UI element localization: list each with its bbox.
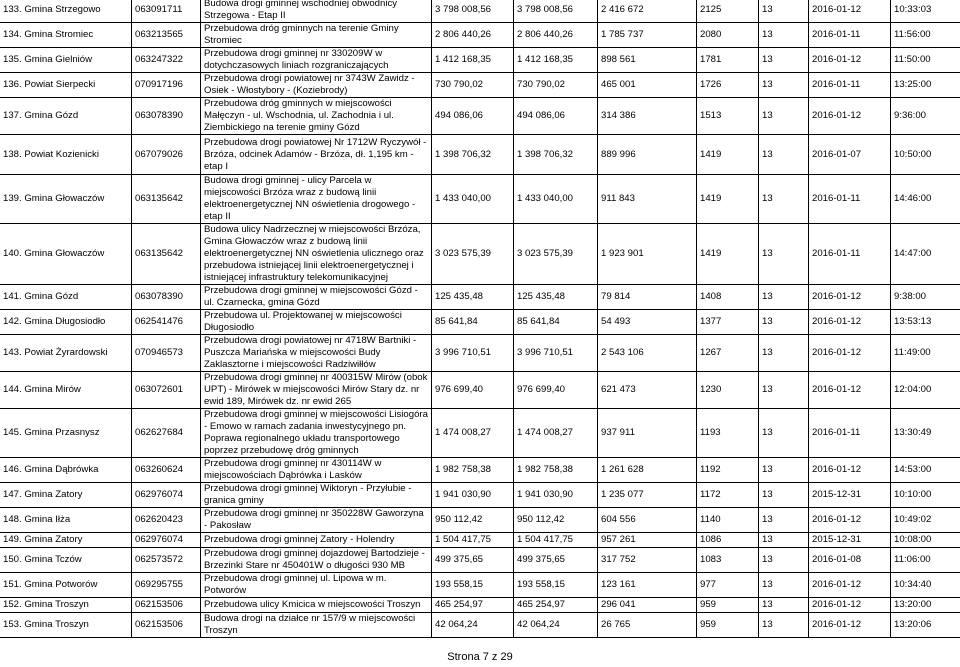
eligible-value-cell: 1 982 758,38 <box>514 458 598 483</box>
points-cell: 1408 <box>697 285 759 310</box>
table-row <box>0 98 960 135</box>
points-cell: 1781 <box>697 48 759 73</box>
priority-cell: 13 <box>759 613 809 638</box>
points-cell: 1172 <box>697 483 759 508</box>
priority-cell: 13 <box>759 310 809 335</box>
municipality-cell: 152. Gmina Troszyn <box>0 598 132 613</box>
table-row <box>0 135 960 175</box>
date-cell: 2016-01-11 <box>809 409 891 458</box>
total-value-cell: 3 798 008,56 <box>432 0 514 23</box>
time-cell: 9:38:00 <box>891 285 960 310</box>
date-cell: 2016-01-11 <box>809 23 891 48</box>
date-cell: 2016-01-11 <box>809 73 891 98</box>
points-cell: 959 <box>697 598 759 613</box>
points-cell: 1419 <box>697 135 759 175</box>
municipality-cell: 149. Gmina Zatory <box>0 533 132 548</box>
total-value-cell: 85 641,84 <box>432 310 514 335</box>
total-value-cell: 1 982 758,38 <box>432 458 514 483</box>
date-cell: 2016-01-12 <box>809 310 891 335</box>
project-description-cell: Przebudowa drogi gminnej nr 400315W Mirów (obok UPT) - Mirówek w miejscowości Mirów Stary dz. nr ewid 189, Mirówek dz. nr ewid 265 <box>201 372 432 409</box>
municipality-cell: 147. Gmina Zatory <box>0 483 132 508</box>
points-cell: 1140 <box>697 508 759 533</box>
code-cell: 069295755 <box>132 573 201 598</box>
time-cell: 12:04:00 <box>891 372 960 409</box>
time-cell: 10:08:00 <box>891 533 960 548</box>
time-cell: 14:53:00 <box>891 458 960 483</box>
code-cell: 063078390 <box>132 98 201 135</box>
project-description-cell: Przebudowa drogi gminnej w miejscowości Gózd - ul. Czarnecka, gmina Gózd <box>201 285 432 310</box>
eligible-value-cell: 1 474 008,27 <box>514 409 598 458</box>
subsidy-cell: 296 041 <box>598 598 697 613</box>
priority-cell: 13 <box>759 23 809 48</box>
project-description-cell: Przebudowa ul. Projektowanej w miejscowości Długosiodło <box>201 310 432 335</box>
table-row <box>0 0 960 23</box>
priority-cell: 13 <box>759 372 809 409</box>
time-cell: 13:53:13 <box>891 310 960 335</box>
points-cell: 1419 <box>697 224 759 285</box>
project-description-cell: Przebudowa dróg gminnych na terenie Gminy Stromiec <box>201 23 432 48</box>
project-description-cell: Budowa ulicy Nadrzecznej w miejscowości Brzóza, Gmina Głowaczów wraz z budową linii elektroenergetycznej NN oświetlenia ulicznego oraz przebudowa istniejącej linii elektroenergetycznej i istniejącej infrastruktury telekomunikacyjnej <box>201 224 432 285</box>
subsidy-cell: 898 561 <box>598 48 697 73</box>
project-description-cell: Przebudowa drogi gminnej Zatory - Holendry <box>201 533 432 548</box>
table-row <box>0 458 960 483</box>
total-value-cell: 1 941 030,90 <box>432 483 514 508</box>
date-cell: 2016-01-08 <box>809 548 891 573</box>
eligible-value-cell: 1 433 040,00 <box>514 175 598 224</box>
points-cell: 1726 <box>697 73 759 98</box>
points-cell: 1377 <box>697 310 759 335</box>
total-value-cell: 42 064,24 <box>432 613 514 638</box>
time-cell: 10:49:02 <box>891 508 960 533</box>
total-value-cell: 1 412 168,35 <box>432 48 514 73</box>
municipality-cell: 151. Gmina Potworów <box>0 573 132 598</box>
code-cell: 063213565 <box>132 23 201 48</box>
time-cell: 13:20:00 <box>891 598 960 613</box>
priority-cell: 13 <box>759 98 809 135</box>
subsidy-cell: 957 261 <box>598 533 697 548</box>
municipality-cell: 153. Gmina Troszyn <box>0 613 132 638</box>
priority-cell: 13 <box>759 573 809 598</box>
date-cell: 2015-12-31 <box>809 533 891 548</box>
points-cell: 2080 <box>697 23 759 48</box>
municipality-cell: 143. Powiat Żyrardowski <box>0 335 132 372</box>
subsidy-cell: 123 161 <box>598 573 697 598</box>
table-row <box>0 548 960 573</box>
subsidy-cell: 1 261 628 <box>598 458 697 483</box>
points-cell: 977 <box>697 573 759 598</box>
eligible-value-cell: 3 996 710,51 <box>514 335 598 372</box>
date-cell: 2016-01-12 <box>809 98 891 135</box>
date-cell: 2016-01-07 <box>809 135 891 175</box>
code-cell: 070946573 <box>132 335 201 372</box>
table-row <box>0 372 960 409</box>
municipality-cell: 144. Gmina Mirów <box>0 372 132 409</box>
municipality-cell: 134. Gmina Stromiec <box>0 23 132 48</box>
time-cell: 14:46:00 <box>891 175 960 224</box>
project-description-cell: Budowa drogi gminnej wschodniej obwodnicy Strzegowa - Etap II <box>201 0 432 23</box>
eligible-value-cell: 1 504 417,75 <box>514 533 598 548</box>
eligible-value-cell: 976 699,40 <box>514 372 598 409</box>
date-cell: 2015-12-31 <box>809 483 891 508</box>
project-description-cell: Przebudowa drogi gminnej nr 330209W w dotychczasowych liniach rozgraniczających <box>201 48 432 73</box>
table-row <box>0 335 960 372</box>
time-cell: 11:06:00 <box>891 548 960 573</box>
eligible-value-cell: 499 375,65 <box>514 548 598 573</box>
code-cell: 062976074 <box>132 533 201 548</box>
priority-cell: 13 <box>759 508 809 533</box>
table-row <box>0 224 960 285</box>
eligible-value-cell: 950 112,42 <box>514 508 598 533</box>
priority-cell: 13 <box>759 409 809 458</box>
total-value-cell: 499 375,65 <box>432 548 514 573</box>
points-cell: 1513 <box>697 98 759 135</box>
eligible-value-cell: 494 086,06 <box>514 98 598 135</box>
time-cell: 13:20:06 <box>891 613 960 638</box>
code-cell: 063091711 <box>132 0 201 23</box>
code-cell: 063072601 <box>132 372 201 409</box>
subsidy-cell: 1 785 737 <box>598 23 697 48</box>
time-cell: 13:30:49 <box>891 409 960 458</box>
subsidy-cell: 26 765 <box>598 613 697 638</box>
code-cell: 062976074 <box>132 483 201 508</box>
date-cell: 2016-01-12 <box>809 508 891 533</box>
eligible-value-cell: 1 398 706,32 <box>514 135 598 175</box>
code-cell: 062573572 <box>132 548 201 573</box>
total-value-cell: 465 254,97 <box>432 598 514 613</box>
subsidy-cell: 2 543 106 <box>598 335 697 372</box>
priority-cell: 13 <box>759 285 809 310</box>
subsidy-cell: 621 473 <box>598 372 697 409</box>
municipality-cell: 145. Gmina Przasnysz <box>0 409 132 458</box>
eligible-value-cell: 465 254,97 <box>514 598 598 613</box>
date-cell: 2016-01-11 <box>809 224 891 285</box>
date-cell: 2016-01-12 <box>809 613 891 638</box>
eligible-value-cell: 1 412 168,35 <box>514 48 598 73</box>
date-cell: 2016-01-12 <box>809 573 891 598</box>
table-row <box>0 483 960 508</box>
time-cell: 14:47:00 <box>891 224 960 285</box>
subsidy-cell: 2 416 672 <box>598 0 697 23</box>
time-cell: 13:25:00 <box>891 73 960 98</box>
table-row <box>0 508 960 533</box>
municipality-cell: 140. Gmina Głowaczów <box>0 224 132 285</box>
subsidy-cell: 911 843 <box>598 175 697 224</box>
total-value-cell: 3 996 710,51 <box>432 335 514 372</box>
total-value-cell: 494 086,06 <box>432 98 514 135</box>
date-cell: 2016-01-12 <box>809 0 891 23</box>
priority-cell: 13 <box>759 335 809 372</box>
table-row <box>0 598 960 613</box>
table-row <box>0 533 960 548</box>
priority-cell: 13 <box>759 175 809 224</box>
municipality-cell: 142. Gmina Długosiodło <box>0 310 132 335</box>
eligible-value-cell: 42 064,24 <box>514 613 598 638</box>
municipality-cell: 136. Powiat Sierpecki <box>0 73 132 98</box>
time-cell: 11:49:00 <box>891 335 960 372</box>
eligible-value-cell: 730 790,02 <box>514 73 598 98</box>
project-description-cell: Przebudowa drogi gminnej dojazdowej Bartodzieje - Brzezinki Stare nr 450401W o długości 930 MB <box>201 548 432 573</box>
priority-cell: 13 <box>759 483 809 508</box>
total-value-cell: 1 474 008,27 <box>432 409 514 458</box>
eligible-value-cell: 1 941 030,90 <box>514 483 598 508</box>
municipality-cell: 150. Gmina Tczów <box>0 548 132 573</box>
priority-cell: 13 <box>759 224 809 285</box>
project-description-cell: Przebudowa drogi powiatowej nr 4718W Bartniki - Puszcza Mariańska w miejscowości Budy Zaklasztorne i miejscowości Radziwiłłów <box>201 335 432 372</box>
total-value-cell: 193 558,15 <box>432 573 514 598</box>
points-cell: 1267 <box>697 335 759 372</box>
municipality-cell: 141. Gmina Gózd <box>0 285 132 310</box>
priority-cell: 13 <box>759 48 809 73</box>
project-description-cell: Przebudowa drogi gminnej Wiktoryn - Przyłubie - granica gminy <box>201 483 432 508</box>
code-cell: 063078390 <box>132 285 201 310</box>
priority-cell: 13 <box>759 458 809 483</box>
date-cell: 2016-01-12 <box>809 458 891 483</box>
total-value-cell: 2 806 440,26 <box>432 23 514 48</box>
project-description-cell: Przebudowa drogi gminnej w miejscowości Lisiogóra - Emowo w ramach zadania inwestycyjnego pn. Poprawa regionalnego układu transportowego poprzez przebudowę dróg gminnych <box>201 409 432 458</box>
total-value-cell: 1 433 040,00 <box>432 175 514 224</box>
subsidy-cell: 1 235 077 <box>598 483 697 508</box>
subsidy-cell: 937 911 <box>598 409 697 458</box>
table-row <box>0 409 960 458</box>
eligible-value-cell: 193 558,15 <box>514 573 598 598</box>
project-description-cell: Przebudowa drogi powiatowej Nr 1712W Ryczywół - Brzóza, odcinek Adamów - Brzóza, dł. 1,195 km - etap I <box>201 135 432 175</box>
code-cell: 063135642 <box>132 175 201 224</box>
code-cell: 062627684 <box>132 409 201 458</box>
eligible-value-cell: 125 435,48 <box>514 285 598 310</box>
code-cell: 063247322 <box>132 48 201 73</box>
project-description-cell: Przebudowa drogi gminnej ul. Lipowa w m. Potworów <box>201 573 432 598</box>
points-cell: 1086 <box>697 533 759 548</box>
points-cell: 959 <box>697 613 759 638</box>
table-row <box>0 73 960 98</box>
table-row <box>0 48 960 73</box>
municipality-cell: 148. Gmina Iłża <box>0 508 132 533</box>
total-value-cell: 1 504 417,75 <box>432 533 514 548</box>
priority-cell: 13 <box>759 533 809 548</box>
subsidy-cell: 317 752 <box>598 548 697 573</box>
subsidy-cell: 889 996 <box>598 135 697 175</box>
page-number: Strona 7 z 29 <box>447 651 513 663</box>
project-description-cell: Przebudowa drogi gminnej nr 350228W Gaworzyna - Pakosław <box>201 508 432 533</box>
priority-cell: 13 <box>759 598 809 613</box>
eligible-value-cell: 3 798 008,56 <box>514 0 598 23</box>
priority-cell: 13 <box>759 548 809 573</box>
project-description-cell: Przebudowa dróg gminnych w miejscowości Małęczyn - ul. Wschodnia, ul. Zachodnia i ul. Ziembickiego na terenie gminy Gózd <box>201 98 432 135</box>
subsidy-cell: 314 386 <box>598 98 697 135</box>
date-cell: 2016-01-12 <box>809 285 891 310</box>
project-description-cell: Przebudowa drogi powiatowej nr 3743W Zawidz - Osiek - Włostybory - (Koziebrody) <box>201 73 432 98</box>
eligible-value-cell: 2 806 440,26 <box>514 23 598 48</box>
eligible-value-cell: 3 023 575,39 <box>514 224 598 285</box>
time-cell: 11:50:00 <box>891 48 960 73</box>
municipality-cell: 137. Gmina Gózd <box>0 98 132 135</box>
code-cell: 070917196 <box>132 73 201 98</box>
project-description-cell: Przebudowa ulicy Kmicica w miejscowości Troszyn <box>201 598 432 613</box>
subsidy-cell: 54 493 <box>598 310 697 335</box>
table-row <box>0 285 960 310</box>
code-cell: 067079026 <box>132 135 201 175</box>
time-cell: 10:50:00 <box>891 135 960 175</box>
table-row <box>0 310 960 335</box>
priority-cell: 13 <box>759 0 809 23</box>
time-cell: 9:36:00 <box>891 98 960 135</box>
date-cell: 2016-01-12 <box>809 598 891 613</box>
time-cell: 10:34:40 <box>891 573 960 598</box>
subsidy-cell: 604 556 <box>598 508 697 533</box>
subsidy-cell: 1 923 901 <box>598 224 697 285</box>
code-cell: 062620423 <box>132 508 201 533</box>
time-cell: 10:10:00 <box>891 483 960 508</box>
municipality-cell: 139. Gmina Głowaczów <box>0 175 132 224</box>
points-cell: 1230 <box>697 372 759 409</box>
total-value-cell: 125 435,48 <box>432 285 514 310</box>
code-cell: 063260624 <box>132 458 201 483</box>
total-value-cell: 950 112,42 <box>432 508 514 533</box>
points-cell: 1083 <box>697 548 759 573</box>
date-cell: 2016-01-12 <box>809 372 891 409</box>
code-cell: 062153506 <box>132 598 201 613</box>
code-cell: 063135642 <box>132 224 201 285</box>
project-description-cell: Budowa drogi na działce nr 157/9 w miejscowości Troszyn <box>201 613 432 638</box>
table-row <box>0 573 960 598</box>
time-cell: 11:56:00 <box>891 23 960 48</box>
time-cell: 10:33:03 <box>891 0 960 23</box>
table-row <box>0 23 960 48</box>
municipality-cell: 135. Gmina Gielniów <box>0 48 132 73</box>
total-value-cell: 730 790,02 <box>432 73 514 98</box>
total-value-cell: 976 699,40 <box>432 372 514 409</box>
project-description-cell: Budowa drogi gminnej - ulicy Parcela w miejscowości Brzóza wraz z budową linii elektroenergetycznej NN oświetlenia drogowego - etap II <box>201 175 432 224</box>
date-cell: 2016-01-12 <box>809 335 891 372</box>
subsidy-cell: 79 814 <box>598 285 697 310</box>
date-cell: 2016-01-11 <box>809 175 891 224</box>
points-cell: 1193 <box>697 409 759 458</box>
table-row <box>0 613 960 638</box>
total-value-cell: 3 023 575,39 <box>432 224 514 285</box>
points-cell: 1419 <box>697 175 759 224</box>
municipality-cell: 146. Gmina Dąbrówka <box>0 458 132 483</box>
points-cell: 1192 <box>697 458 759 483</box>
total-value-cell: 1 398 706,32 <box>432 135 514 175</box>
municipality-cell: 138. Powiat Kozienicki <box>0 135 132 175</box>
subsidy-cell: 465 001 <box>598 73 697 98</box>
date-cell: 2016-01-12 <box>809 48 891 73</box>
table-row <box>0 175 960 224</box>
priority-cell: 13 <box>759 73 809 98</box>
project-description-cell: Przebudowa drogi gminnej nr 430114W w miejscowościach Dąbrówka i Lasków <box>201 458 432 483</box>
points-cell: 2125 <box>697 0 759 23</box>
code-cell: 062153506 <box>132 613 201 638</box>
code-cell: 062541476 <box>132 310 201 335</box>
municipality-cell: 133. Gmina Strzegowo <box>0 0 132 23</box>
priority-cell: 13 <box>759 135 809 175</box>
eligible-value-cell: 85 641,84 <box>514 310 598 335</box>
